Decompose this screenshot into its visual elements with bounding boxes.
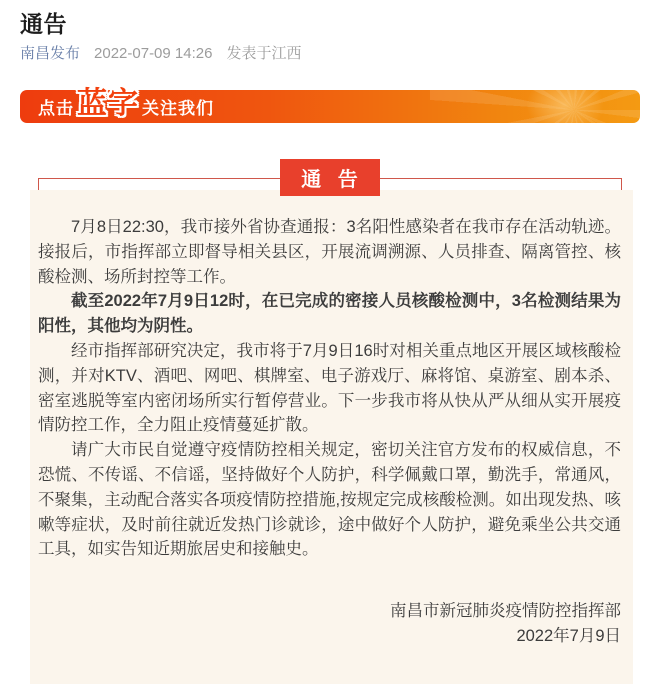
- follow-banner[interactable]: [20, 86, 640, 123]
- banner-flare-decoration: [410, 90, 640, 123]
- signature-org: 南昌市新冠肺炎疫情防控指挥部: [390, 602, 621, 621]
- page-title: 通告: [20, 11, 67, 37]
- banner-bluetext-highlight: 蓝字: [77, 86, 139, 120]
- notice-card: [30, 190, 633, 684]
- byline: [20, 42, 301, 63]
- notice-heading-text: 通 告: [301, 169, 359, 191]
- publish-timestamp: 2022-07-09 14:26: [94, 45, 213, 62]
- signature-block: [38, 599, 621, 649]
- banner-click-text: 点击: [38, 99, 74, 118]
- notice-paragraph: 请广大市民自觉遵守疫情防控相关规定，密切关注官方发布的权威信息，不恐慌、不传谣、不信谣，坚持做好个人防护，科学佩戴口罩，勤洗手，常通风，不聚集，主动配合落实各项疫情防控措施,按规定完成核酸检测。如出现发热、咳嗽等症状，及时前往就近发热门诊就诊，途中做好个人防护，避免乘坐公共交通工具，如实告知近期旅居史和接触史。: [38, 441, 621, 559]
- publish-location: 发表于江西: [226, 45, 302, 62]
- notice-heading-badge: [280, 159, 380, 196]
- notice-paragraph: 经市指挥部研究决定，我市将于7月9日16时对相关重点地区开展区域核酸检测，并对KTV、酒吧、网吧、棋牌室、电子游戏厅、麻将馆、桌游室、剧本杀、密室逃脱等室内密闭场所实行暂停营业。下一步我市将从快从严从细从实开展疫情防控工作，全力阻止疫情蔓延扩散。: [38, 341, 621, 435]
- banner-follow-text: 关注我们: [142, 99, 214, 118]
- notice-paragraph-bold: 截至2022年7月9日12时，在已完成的密接人员核酸检测中，3名检测结果为阳性，其他均为阴性。: [38, 292, 621, 336]
- notice-paragraph: 7月8日22:30，我市接外省协查通报：3名阳性感染者在我市存在活动轨迹。接报后，市指挥部立即督导相关县区，开展流调溯源、人员排查、隔离管控、核酸检测、场所封控等工作。: [38, 218, 621, 286]
- account-name-link[interactable]: 南昌发布: [20, 45, 81, 62]
- signature-date: 2022年7月9日: [516, 626, 621, 645]
